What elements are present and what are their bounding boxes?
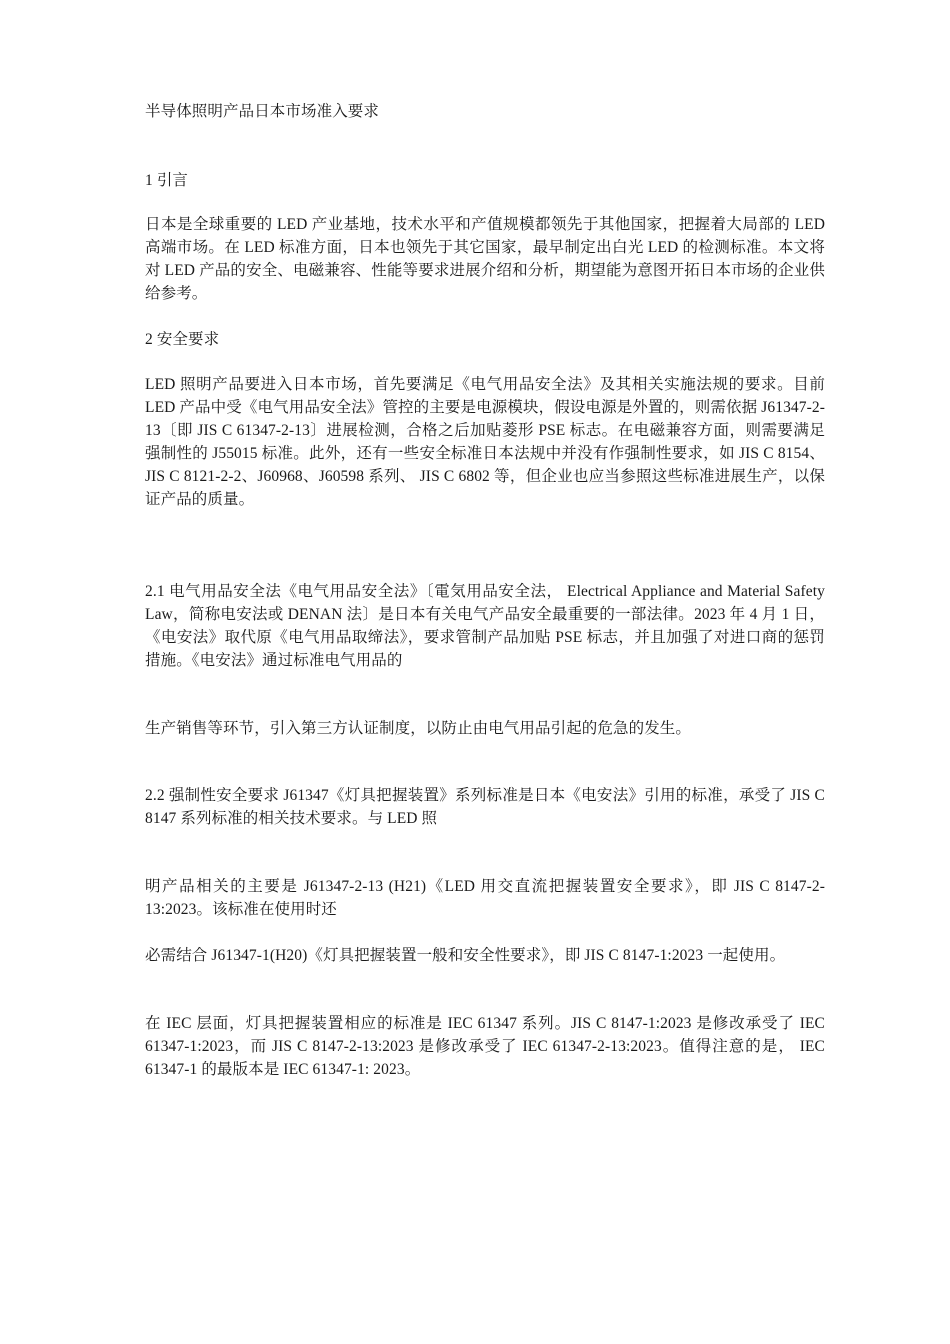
- section-heading-safety: 2 安全要求: [145, 331, 220, 348]
- paragraph-combined-use: 必需结合 J61347-1(H20)《灯具把握装置一般和安全性要求》，即 JIS C 8147-1:2023 一起使用。: [145, 947, 786, 964]
- paragraph-introduction: 日本是全球重要的 LED 产业基地，技术水平和产值规模都领先于其他国家，把握着大局部的 LED 高端市场。在 LED 标准方面，日本也领先于其它国家，最早制定出白光 LED 的检测标准。本文将对 LED 产品的安全、电磁兼容、性能等要求进展介绍和分析，期望能为意图开拓日本市场的企业供给参考。: [145, 216, 825, 302]
- paragraph-safety-overview: LED 照明产品要进入日本市场，首先要满足《电气用品安全法》及其相关实施法规的要求。目前 LED 产品中受《电气用品安全法》管控的主要是电源模块，假设电源是外置的，则需依据 J61347-2-13〔即 JIS C 61347-2-13〕进展检测，合格之后加贴菱形 PSE 标志。在电磁兼容方面，则需要满足强制性的 J55015 标准。此外，还有一些安全标准日本法规中并没有作强制性要求，如 JIS C 8154、JIS C 8121-2-2、J60968、J60598 系列、 JIS C 6802 等，但企业也应当参照这些标准进展生产，以保证产品的质量。: [145, 376, 825, 508]
- paragraph-mandatory-safety: 2.2 强制性安全要求 J61347《灯具把握装置》系列标准是日本《电安法》引用的标准，承受了 JIS C 8147 系列标准的相关技术要求。与 LED 照: [145, 787, 825, 827]
- paragraph-electrical-safety-law: 2.1 电气用品安全法《电气用品安全法》〔電気用品安全法， Electrical Appliance and Material Safety Law，简称电安法或 DENAN 法〕是日本有关电气产品安全最重要的一部法律。2023 年 4 月 1 日，《电安法》取代原《电气用品取缔法》，要求管制产品加贴 PSE 标志，并且加强了对进口商的惩罚措施。《电安法》通过标准电气用品的: [145, 583, 825, 669]
- document-title: 半导体照明产品日本市场准入要求: [145, 103, 380, 120]
- section-heading-introduction: 1 引言: [145, 172, 189, 189]
- paragraph-iec-level: 在 IEC 层面，灯具把握装置相应的标准是 IEC 61347 系列。JIS C 8147-1:2023 是修改承受了 IEC 61347-1:2023，而 JIS C 8147-2-13:2023 是修改承受了 IEC 61347-2-13:2023。值得注意的是， IEC 61347-1 的最版本是 IEC 61347-1: 2023。: [145, 1015, 825, 1078]
- paragraph-led-standard: 明产品相关的主要是 J61347-2-13 (H21)《LED 用交直流把握装置安全要求》，即 JIS C 8147-2-13:2023。该标准在使用时还: [145, 878, 825, 918]
- paragraph-law-continuation: 生产销售等环节，引入第三方认证制度，以防止由电气用品引起的危急的发生。: [145, 720, 692, 737]
